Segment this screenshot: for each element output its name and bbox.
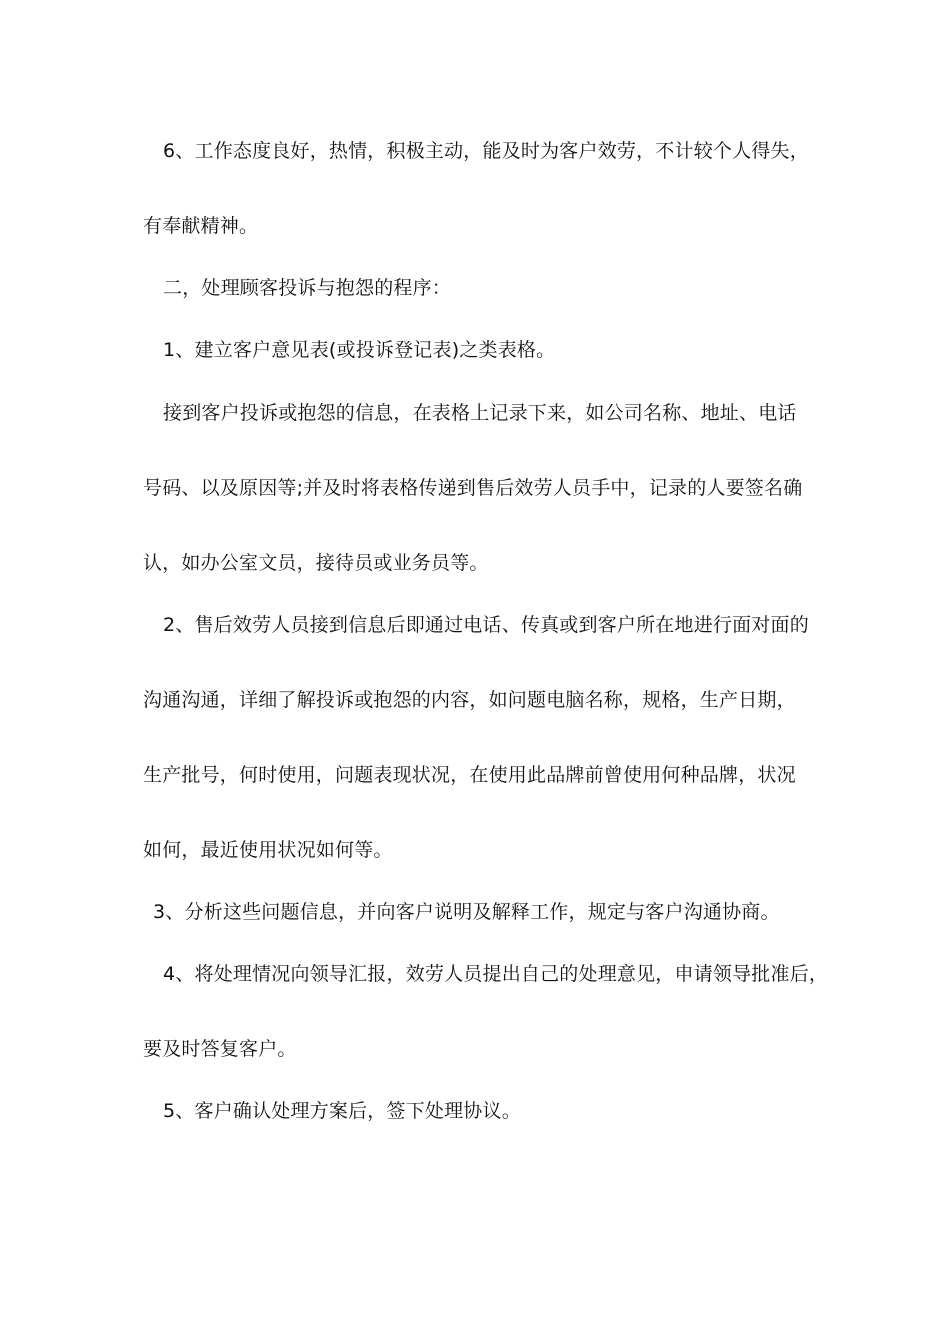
paragraph-line-11: 如何，最近使用状况如何等。	[143, 839, 393, 861]
paragraph-line-10: 生产批号，何时使用，问题表现状况，在使用此品牌前曾使用何种品牌，状况	[143, 764, 796, 786]
paragraph-line-12: 3、分析这些问题信息，并向客户说明及解释工作，规定与客户沟通协商。	[153, 901, 780, 923]
paragraph-line-7: 认，如办公室文员，接待员或业务员等。	[143, 552, 489, 574]
paragraph-line-8: 2、售后效劳人员接到信息后即通过电话、传真或到客户所在地进行面对面的	[163, 614, 809, 636]
paragraph-line-14: 要及时答复客户。	[143, 1038, 297, 1060]
paragraph-line-2: 有奉献精神。	[143, 215, 259, 237]
paragraph-line-9: 沟通沟通，详细了解投诉或抱怨的内容，如问题电脑名称，规格，生产日期，	[143, 689, 796, 711]
paragraph-line-4: 1、建立客户意见表(或投诉登记表)之类表格。	[163, 339, 556, 361]
section-heading: 二，处理顾客投诉与抱怨的程序：	[163, 277, 452, 299]
paragraph-line-13: 4、将处理情况向领导汇报，效劳人员提出自己的处理意见，申请领导批准后，	[163, 963, 829, 985]
paragraph-line-15: 5、客户确认处理方案后，签下处理协议。	[163, 1100, 521, 1122]
paragraph-line-5: 接到客户投诉或抱怨的信息，在表格上记录下来，如公司名称、地址、电话	[163, 402, 797, 424]
paragraph-line-6: 号码、以及原因等;并及时将表格传递到售后效劳人员手中，记录的人要签名确	[143, 477, 803, 499]
paragraph-line-1: 6、工作态度良好，热情，积极主动，能及时为客户效劳，不计较个人得失，	[163, 140, 809, 162]
